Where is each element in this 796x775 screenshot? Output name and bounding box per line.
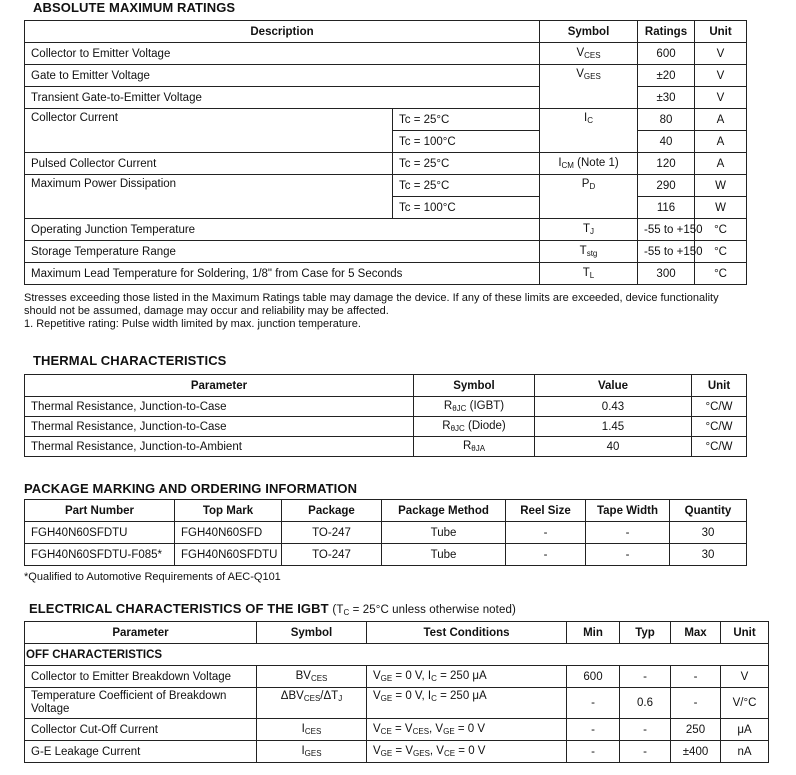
pkg-reel-size: - [506, 522, 586, 544]
pkg-row [25, 544, 747, 566]
thermal-param: Thermal Resistance, Junction-to-Ambient [25, 437, 414, 457]
pkg-header-package-method: Package Method [382, 500, 506, 522]
abs-condition: Tc = 100°C [393, 197, 540, 219]
elec-param: G-E Leakage Current [25, 741, 257, 763]
abs-rating: 600 [638, 43, 695, 65]
abs-desc: Transient Gate-to-Emitter Voltage [25, 87, 540, 109]
abs-rating: 120 [638, 153, 695, 175]
abs-row [25, 65, 747, 87]
pkg-part-number: FGH40N60SFDTU-F085* [25, 544, 175, 566]
abs-desc: Collector to Emitter Voltage [25, 43, 540, 65]
pkg-header-part-number: Part Number [25, 500, 175, 522]
elec-symbol: $\Delta BV_{CES}/\Delta T_J$ [257, 688, 367, 719]
abs-condition: Tc = 100°C [393, 131, 540, 153]
pkg-tape-width: - [586, 544, 670, 566]
abs-rating: 290 [638, 175, 695, 197]
elec-min: - [567, 741, 620, 763]
elec-title-condition: ($T_C = 25^\circ C$ unless otherwise noted) [332, 604, 516, 617]
thermal-row [25, 417, 747, 437]
pkg-quantity: 30 [670, 544, 747, 566]
elec-header-min: Min [567, 622, 620, 644]
elec-title [29, 601, 516, 617]
thermal-value: 40 [535, 437, 692, 457]
thermal-value: 1.45 [535, 417, 692, 437]
elec-unit: μA [721, 719, 769, 741]
elec-header-symbol: Symbol [257, 622, 367, 644]
abs-symbol: $I_{CM}$ (Note 1) [540, 153, 638, 175]
elec-unit: V [721, 666, 769, 688]
pkg-tape-width: - [586, 522, 670, 544]
abs-unit: V [695, 43, 747, 65]
elec-unit: nA [721, 741, 769, 763]
pkg-row [25, 522, 747, 544]
abs-symbol: $I_C$ [540, 109, 638, 153]
elec-max: - [671, 688, 721, 719]
abs-row [25, 87, 747, 109]
abs-row [25, 241, 747, 263]
pkg-package: TO-247 [282, 544, 382, 566]
abs-row [25, 263, 747, 285]
abs-note-2: should not be assumed, damage may occur and reliability may be affected. [24, 305, 389, 317]
elec-unit: V/°C [721, 688, 769, 719]
elec-typ: - [620, 741, 671, 763]
abs-rating: 80 [638, 109, 695, 131]
abs-rating: ±20 [638, 65, 695, 87]
elec-param: Collector to Emitter Breakdown Voltage [25, 666, 257, 688]
elec-row [25, 719, 769, 741]
pkg-top-mark: FGH40N60SFDTU [175, 544, 282, 566]
elec-header-parameter: Parameter [25, 622, 257, 644]
abs-header-description: Description [25, 21, 540, 43]
elec-title-text: ELECTRICAL CHARACTERISTICS OF THE IGBT [29, 601, 329, 616]
abs-condition: Tc = 25°C [393, 109, 540, 131]
elec-row [25, 741, 769, 763]
elec-min: - [567, 688, 620, 719]
pkg-quantity: 30 [670, 522, 747, 544]
abs-unit: W [695, 175, 747, 197]
abs-table [24, 20, 747, 285]
elec-condition: $V_{GE} = 0$ V, $I_C = 250$ μA [367, 688, 567, 719]
abs-desc: Storage Temperature Range [25, 241, 540, 263]
elec-header-max: Max [671, 622, 721, 644]
thermal-title: THERMAL CHARACTERISTICS [33, 353, 227, 368]
elec-header-unit: Unit [721, 622, 769, 644]
pkg-header-reel-size: Reel Size [506, 500, 586, 522]
thermal-symbol: $R_{\theta JC}$ (IGBT) [414, 397, 535, 417]
pkg-header-top-mark: Top Mark [175, 500, 282, 522]
abs-unit: °C [695, 219, 747, 241]
abs-note-1: Stresses exceeding those listed in the Maximum Ratings table may damage the device. If any of these limits are exceeded, device functionality [24, 292, 719, 304]
elec-table [24, 621, 769, 763]
abs-rating: ±30 [638, 87, 695, 109]
thermal-param: Thermal Resistance, Junction-to-Case [25, 397, 414, 417]
abs-header-unit: Unit [695, 21, 747, 43]
elec-symbol: $BV_{CES}$ [257, 666, 367, 688]
thermal-symbol: $R_{\theta JC}$ (Diode) [414, 417, 535, 437]
pkg-table [24, 499, 747, 566]
abs-desc: Operating Junction Temperature [25, 219, 540, 241]
abs-condition: Tc = 25°C [393, 153, 540, 175]
abs-header-symbol: Symbol [540, 21, 638, 43]
elec-min: 600 [567, 666, 620, 688]
pkg-header-quantity: Quantity [670, 500, 747, 522]
elec-typ: 0.6 [620, 688, 671, 719]
abs-unit: A [695, 131, 747, 153]
thermal-header-value: Value [535, 375, 692, 397]
thermal-row [25, 437, 747, 457]
pkg-part-number: FGH40N60SFDTU [25, 522, 175, 544]
abs-desc: Gate to Emitter Voltage [25, 65, 540, 87]
abs-desc: Maximum Lead Temperature for Soldering, 1/8" from Case for 5 Seconds [25, 263, 540, 285]
elec-condition: $V_{GE} = V_{GES}$, $V_{CE} = 0$ V [367, 741, 567, 763]
abs-symbol: $P_D$ [540, 175, 638, 219]
elec-max: - [671, 666, 721, 688]
elec-typ: - [620, 666, 671, 688]
thermal-param: Thermal Resistance, Junction-to-Case [25, 417, 414, 437]
pkg-method: Tube [382, 522, 506, 544]
abs-desc: Pulsed Collector Current [25, 153, 393, 175]
abs-rating: 40 [638, 131, 695, 153]
abs-condition: Tc = 25°C [393, 175, 540, 197]
elec-condition: $V_{CE} = V_{CES}$, $V_{GE} = 0$ V [367, 719, 567, 741]
abs-desc: Collector Current [25, 109, 393, 153]
abs-desc: Maximum Power Dissipation [25, 175, 393, 219]
abs-row [25, 43, 747, 65]
thermal-header-unit: Unit [692, 375, 747, 397]
thermal-unit: °C/W [692, 417, 747, 437]
elec-header-test-conditions: Test Conditions [367, 622, 567, 644]
thermal-header-symbol: Symbol [414, 375, 535, 397]
elec-max: 250 [671, 719, 721, 741]
abs-header-ratings: Ratings [638, 21, 695, 43]
abs-row [25, 175, 747, 197]
pkg-note: *Qualified to Automotive Requirements of AEC-Q101 [24, 571, 281, 583]
elec-param: Collector Cut-Off Current [25, 719, 257, 741]
abs-unit: W [695, 197, 747, 219]
thermal-header-parameter: Parameter [25, 375, 414, 397]
abs-symbol: $V_{GES}$ [540, 65, 638, 109]
abs-note-3: 1. Repetitive rating: Pulse width limited by max. junction temperature. [24, 318, 361, 330]
pkg-header-tape-width: Tape Width [586, 500, 670, 522]
abs-unit: A [695, 153, 747, 175]
abs-unit: °C [695, 263, 747, 285]
elec-min: - [567, 719, 620, 741]
elec-typ: - [620, 719, 671, 741]
thermal-value: 0.43 [535, 397, 692, 417]
elec-condition: $V_{GE} = 0$ V, $I_C = 250$ μA [367, 666, 567, 688]
pkg-header-package: Package [282, 500, 382, 522]
abs-row [25, 109, 747, 131]
elec-param: Temperature Coefficient of Breakdown Voltage [25, 688, 257, 719]
thermal-symbol: $R_{\theta JA}$ [414, 437, 535, 457]
pkg-top-mark: FGH40N60SFD [175, 522, 282, 544]
thermal-table [24, 374, 747, 457]
thermal-unit: °C/W [692, 437, 747, 457]
elec-max: ±400 [671, 741, 721, 763]
abs-rating: 300 [638, 263, 695, 285]
elec-row [25, 666, 769, 688]
abs-symbol: $V_{CES}$ [540, 43, 638, 65]
abs-unit: V [695, 87, 747, 109]
abs-unit: V [695, 65, 747, 87]
pkg-reel-size: - [506, 544, 586, 566]
elec-row [25, 688, 769, 719]
abs-symbol: $T_J$ [540, 219, 638, 241]
abs-rating: -55 to +150 [638, 219, 695, 241]
pkg-method: Tube [382, 544, 506, 566]
abs-row [25, 219, 747, 241]
thermal-unit: °C/W [692, 397, 747, 417]
abs-symbol: $T_{stg}$ [540, 241, 638, 263]
abs-rating: 116 [638, 197, 695, 219]
abs-unit: °C [695, 241, 747, 263]
elec-subheader-off: OFF CHARACTERISTICS [25, 644, 769, 666]
abs-symbol: $T_L$ [540, 263, 638, 285]
elec-header-typ: Typ [620, 622, 671, 644]
abs-row [25, 153, 747, 175]
abs-rating: -55 to +150 [638, 241, 695, 263]
abs-unit: A [695, 109, 747, 131]
elec-symbol: $I_{GES}$ [257, 741, 367, 763]
thermal-row [25, 397, 747, 417]
elec-symbol: $I_{CES}$ [257, 719, 367, 741]
pkg-title: PACKAGE MARKING AND ORDERING INFORMATION [24, 481, 358, 496]
abs-title: ABSOLUTE MAXIMUM RATINGS [33, 0, 236, 15]
pkg-package: TO-247 [282, 522, 382, 544]
